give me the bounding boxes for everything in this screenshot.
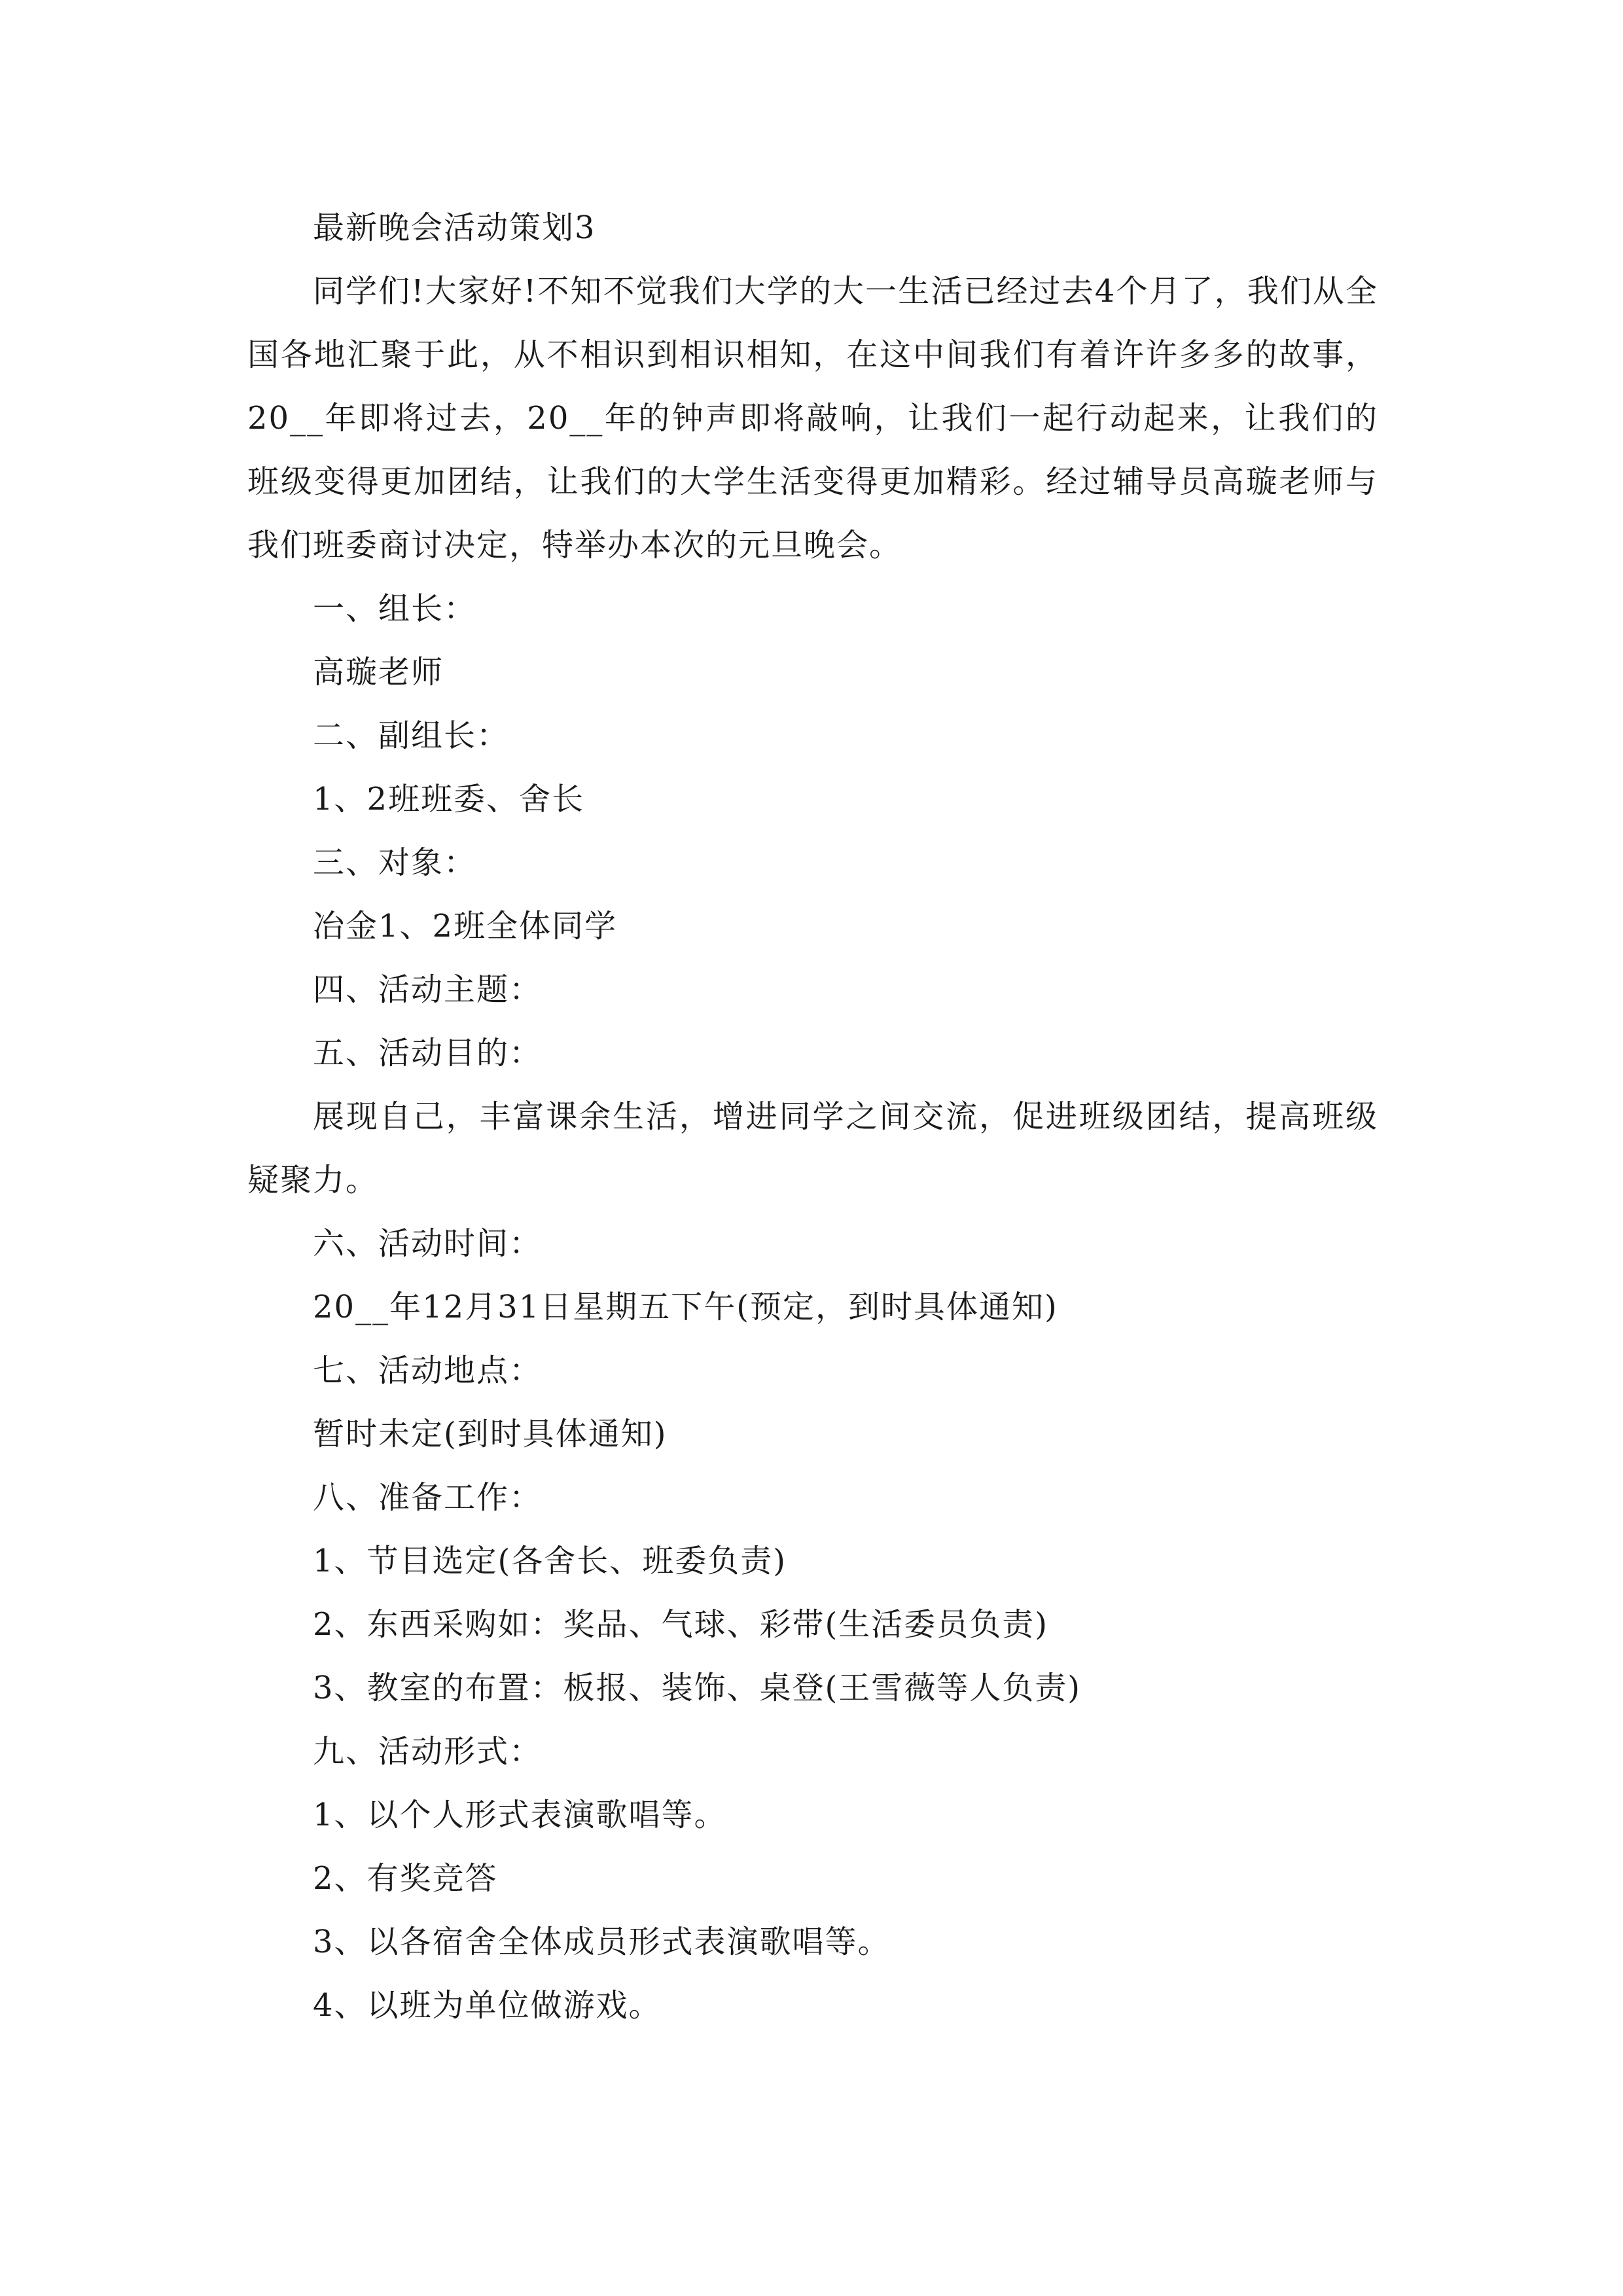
section-8-item-2: 2、东西采购如：奖品、气球、彩带(生活委员负责) [313, 1606, 1048, 1643]
section-9-item-4: 4、以班为单位做游戏。 [313, 1987, 662, 2024]
section-4-heading: 四、活动主题： [313, 971, 543, 1008]
section-9-item-2: 2、有奖竞答 [313, 1860, 498, 1897]
document-title: 最新晚会活动策划3 [313, 209, 596, 246]
section-8-heading: 八、准备工作： [313, 1479, 543, 1516]
section-3-heading: 三、对象： [313, 844, 477, 881]
section-5-body: 展现自己，丰富课余生活，增进同学之间交流，促进班级团结，提高班级疑聚力。 [247, 1098, 1378, 1198]
section-9-item-3: 3、以各宿舍全体成员形式表演歌唱等。 [313, 1924, 891, 1960]
section-1-body: 高璇老师 [313, 654, 444, 691]
document-body [247, 196, 1378, 2037]
section-2-heading: 二、副组长： [313, 717, 510, 754]
section-1-heading: 一、组长： [313, 590, 477, 627]
section-7-body: 暂时未定(到时具体通知) [313, 1416, 668, 1452]
section-2-body: 1、2班班委、舍长 [313, 781, 585, 817]
section-8-item-3: 3、教室的布置：板报、装饰、桌登(王雪薇等人负责) [313, 1670, 1081, 1706]
section-9-heading: 九、活动形式： [313, 1733, 543, 1770]
section-3-body: 冶金1、2班全体同学 [313, 908, 618, 944]
section-6-heading: 六、活动时间： [313, 1225, 543, 1262]
intro-paragraph: 同学们!大家好!不知不觉我们大学的大一生活已经过去4个月了，我们从全国各地汇聚于此，从不相识到相识相知，在这中间我们有着许许多多的故事，20__年即将过去，20__年的钟声即将敲响，让我们一起行动起来，让我们的班级变得更加团结，让我们的大学生活变得更加精彩。经过辅导员高璇老师与我们班委商讨决定，特举办本次的元旦晚会。 [247, 273, 1378, 564]
section-6-body: 20__年12月31日星期五下午(预定，到时具体通知) [313, 1289, 1058, 1325]
section-7-heading: 七、活动地点： [313, 1352, 543, 1389]
section-9-item-1: 1、以个人形式表演歌唱等。 [313, 1797, 727, 1833]
section-8-item-1: 1、节目选定(各舍长、班委负责) [313, 1543, 787, 1579]
section-5-heading: 五、活动目的： [313, 1035, 543, 1071]
